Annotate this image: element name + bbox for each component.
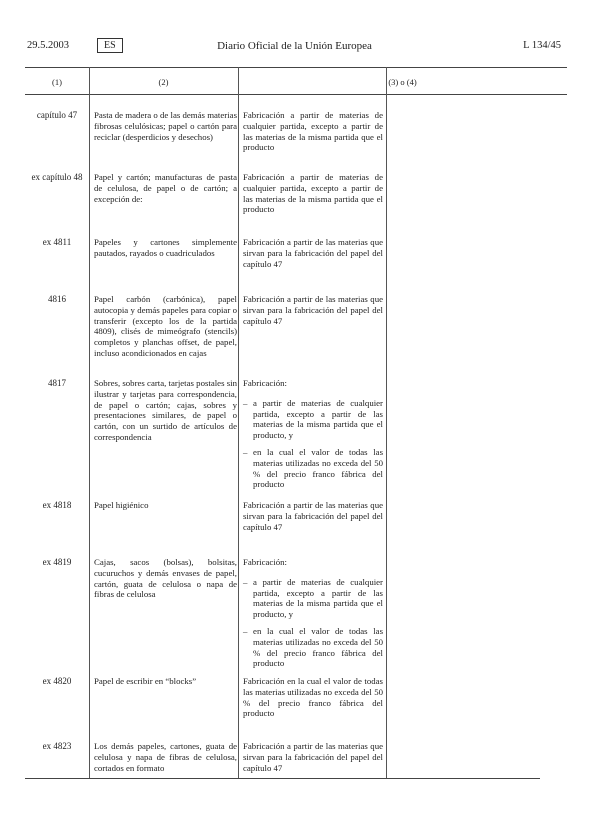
rule-text: Fabricación a partir de las materias que sirvan para la fabricación del papel del capítulo 47: [243, 741, 383, 773]
product-description: Cajas, sacos (bolsas), bolsitas, cucuruchos y demás envases de papel, cartón, guata de celulosa o napa de fibras de celulosa: [94, 557, 237, 600]
working-rule: [243, 110, 383, 159]
heading-code: ex 4819: [42, 557, 72, 567]
rule-text: Fabricación en la cual el valor de todas las materias utilizadas no exceda del 50 % del precio franco fábrica del producto: [243, 676, 383, 719]
heading-code: 4816: [48, 294, 66, 304]
table-header-rule: [25, 94, 567, 95]
rule-text: Fabricación a partir de materias de cualquier partida, excepto a partir de las materias de la misma partida que el producto: [243, 172, 383, 215]
rule-text: Fabricación a partir de las materias que sirvan para la fabricación del papel del capítulo 47: [243, 500, 383, 532]
rule-condition-a: – a partir de materias de cualquier partida, excepto a partir de las materias de la misma partida que el producto, y: [243, 397, 383, 441]
heading-code: ex 4818: [42, 500, 72, 510]
rule-text: Fabricación:: [243, 378, 287, 388]
heading-code: ex 4811: [42, 237, 72, 247]
working-rule: [243, 378, 383, 496]
header-date: 29.5.2003: [27, 40, 69, 51]
heading-code: ex capítulo 48: [31, 172, 83, 182]
column-header-3: (3) o (4): [388, 77, 417, 87]
rule-condition-b: – en la cual el valor de todas las materias utilizadas no exceda del 50 % del precio franco fábrica del producto: [243, 446, 383, 490]
table-top-rule: [25, 67, 567, 68]
product-description: Papeles y cartones simplemente pautados, rayados o cuadriculados: [94, 237, 237, 258]
column-divider-3: [386, 67, 387, 778]
page-header: [0, 0, 589, 60]
journal-title: Diario Oficial de la Unión Europea: [217, 40, 372, 52]
working-rule: [243, 557, 383, 675]
working-rule: [243, 500, 383, 538]
working-rule: [243, 172, 383, 221]
working-rule: [243, 741, 383, 779]
working-rule: [243, 294, 383, 332]
product-description: Papel carbón (carbónica), papel autocopia y demás papeles para copiar o transferir (excepto los de la partida 4809), clisés de mimeógrafo (stencils) completos y planchas offset, de papel, incluso acondicionados en cajas: [94, 294, 237, 358]
rule-text: Fabricación:: [243, 557, 287, 567]
column-divider-1: [89, 67, 90, 778]
rule-text: Fabricación a partir de las materias que sirvan para la fabricación del papel del capítulo 47: [243, 294, 383, 326]
product-description: Pasta de madera o de las demás materias fibrosas celulósicas; papel o cartón para reciclar (desperdicios y desechos): [94, 110, 237, 142]
rule-condition-a: – a partir de materias de cualquier partida, excepto a partir de las materias de la misma partida que el producto, y: [243, 576, 383, 620]
working-rule: [243, 676, 383, 725]
product-description: Los demás papeles, cartones, guata de celulosa y napa de fibras de celulosa, cortados en formato: [94, 741, 237, 773]
heading-code: ex 4820: [42, 676, 72, 686]
product-description: Papel higiénico: [94, 500, 149, 510]
rule-text: Fabricación a partir de las materias que sirvan para la fabricación del papel del capítulo 47: [243, 237, 383, 269]
heading-code: 4817: [48, 378, 66, 388]
column-header-1: (1): [52, 77, 62, 87]
heading-code: capítulo 47: [36, 110, 78, 120]
page-number: L 134/45: [523, 40, 561, 51]
product-description: Sobres, sobres carta, tarjetas postales sin ilustrar y tarjetas para correspondencia, de papel o cartón; cajas, sobres y presentaciones similares, de papel o cartón, con un surtido de artículos de correspondencia: [94, 378, 237, 442]
rule-condition-b: – en la cual el valor de todas las materias utilizadas no exceda del 50 % del precio franco fábrica del producto: [243, 625, 383, 669]
rule-text: Fabricación a partir de materias de cualquier partida, excepto a partir de las materias de la misma partida que el producto: [243, 110, 383, 153]
working-rule: [243, 237, 383, 275]
column-divider-2: [238, 67, 239, 778]
product-description: Papel de escribir en “blocks”: [94, 676, 197, 686]
column-header-2: (2): [158, 77, 169, 87]
language-badge: ES: [97, 38, 123, 53]
heading-code: ex 4823: [42, 741, 72, 751]
product-description: Papel y cartón; manufacturas de pasta de celulosa, de papel o de cartón; a excepción de:: [94, 172, 237, 204]
